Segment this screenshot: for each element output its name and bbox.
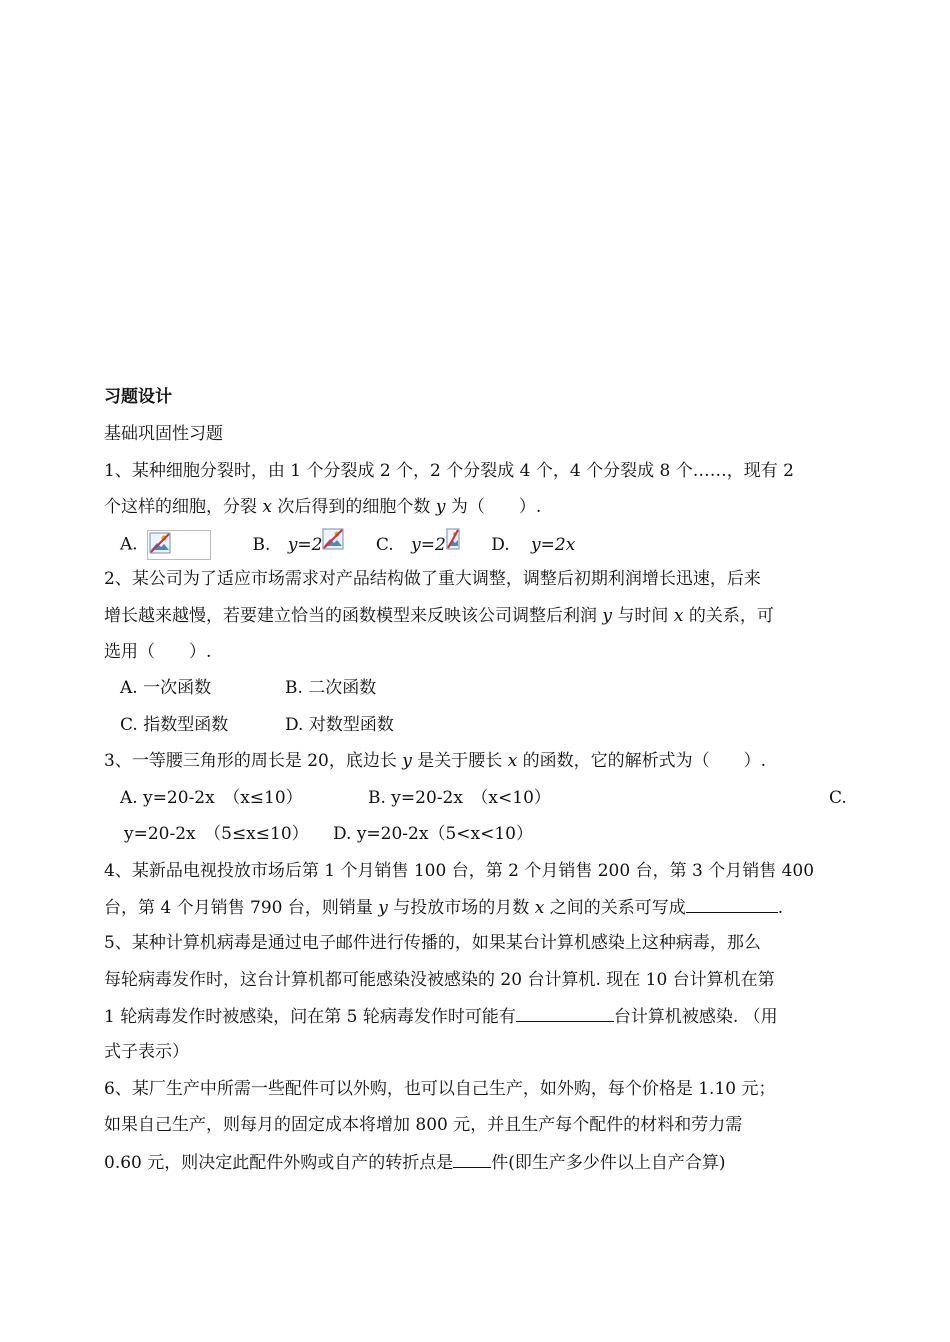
section-subheading: 基础巩固性习题: [104, 424, 223, 444]
q1-option-b: B. y=2: [253, 534, 345, 557]
q3-line1: 3、一等腰三角形的周长是 20，底边长 y 是关于腰长 x 的函数，它的解析式为（ ）.: [104, 751, 767, 771]
q2-option-d: D. 对数型函数: [285, 715, 394, 735]
q2-option-c: C. 指数型函数: [120, 715, 229, 735]
q2-line1: 2、某公司为了适应市场需求对产品结构做了重大调整，调整后初期利润增长迅速，后来: [104, 569, 761, 589]
q1-line1: 1、某种细胞分裂时，由 1 个分裂成 2 个，2 个分裂成 4 个，4 个分裂成 8 个……，现有 2: [104, 461, 794, 481]
q3-option-c: y=20-2x （5≤x≤10）: [124, 824, 309, 844]
q4-line1: 4、某新品电视投放市场后第 1 个月销售 100 台，第 2 个月销售 200 台，第 3 个月销售 400: [104, 861, 815, 881]
q5-line4: 式子表示）: [104, 1042, 189, 1062]
q5-line1: 5、某种计算机病毒是通过电子邮件进行传播的，如果某台计算机感染上这种病毒，那么: [104, 933, 761, 953]
q1-option-d: D. y=2x: [491, 534, 576, 555]
q3-option-d: D. y=20-2x（5<x<10）: [333, 824, 533, 844]
q6-line1: 6、某厂生产中所需一些配件可以外购，也可以自己生产，如外购，每个价格是 1.10 元；: [104, 1079, 776, 1099]
answer-blank: [516, 1005, 614, 1022]
q3-option-a: A. y=20-2x （x≤10）: [120, 788, 303, 808]
answer-blank: [686, 896, 778, 913]
q2-line2: 增长越来越慢，若要建立恰当的函数模型来反映该公司调整后利润 y 与时间 x 的关系，可: [104, 606, 774, 626]
q5-line2: 每轮病毒发作时，这台计算机都可能感染没被感染的 20 台计算机. 现在 10 台计算机在第: [104, 970, 775, 990]
answer-blank: [453, 1151, 491, 1168]
q4-line2: 台，第 4 个月销售 790 台，则销量 y 与投放市场的月数 x 之间的关系可写成 .: [104, 898, 784, 918]
broken-image-icon: [147, 530, 211, 560]
q2-line3: 选用（ ）.: [104, 642, 212, 662]
section-heading: 习题设计: [104, 387, 172, 407]
broken-image-icon: [322, 528, 344, 550]
q6-line2: 如果自己生产，则每月的固定成本将增加 800 元，并且生产每个配件的材料和劳力需: [104, 1115, 743, 1135]
q3-option-b: B. y=20-2x （x<10）: [368, 788, 551, 808]
q1-options: [120, 530, 575, 560]
q5-line3: 1 轮病毒发作时被感染，问在第 5 轮病毒发作时可能有 台计算机被感染. （用: [104, 1007, 778, 1027]
q1-option-c: C. y=2: [376, 534, 460, 557]
q6-line3: 0.60 元，则决定此配件外购或自产的转折点是 件(即生产多少件以上自产合算): [104, 1153, 726, 1173]
q2-option-b: B. 二次函数: [285, 678, 377, 698]
q3-option-c-label: C.: [829, 788, 847, 808]
q1-option-a: A.: [120, 530, 211, 560]
q2-option-a: A. 一次函数: [120, 678, 212, 698]
q1-line2: 个这样的细胞，分裂 x 次后得到的细胞个数 y 为（ ）.: [104, 497, 542, 517]
broken-image-icon: [446, 528, 460, 550]
